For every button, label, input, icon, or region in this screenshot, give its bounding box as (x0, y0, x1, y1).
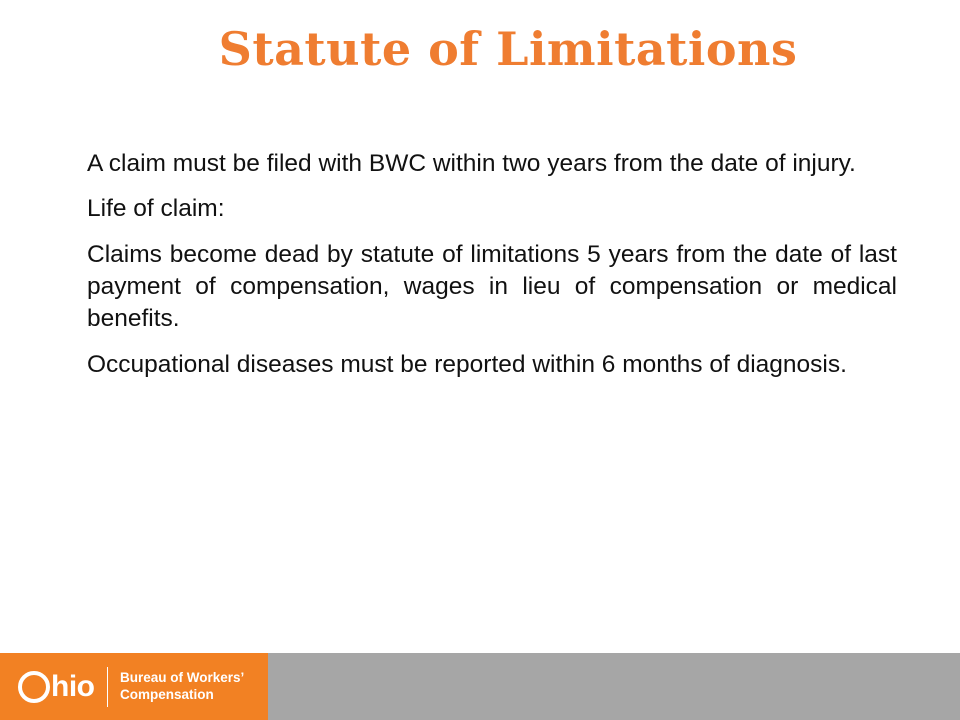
agency-name (120, 670, 244, 704)
ohio-o-icon (18, 671, 50, 703)
ohio-logo-text: hio (51, 669, 95, 703)
paragraph-occupational-diseases: Occupational diseases must be reported within 6 months of diagnosis. (87, 350, 847, 378)
footer-bar (0, 653, 960, 720)
slide-title: Statute of Limitations (218, 22, 798, 76)
footer-brand-panel (0, 653, 268, 720)
paragraph-filing-deadline: A claim must be filed with BWC within two years from the date of injury. (87, 150, 856, 177)
ohio-logo (18, 671, 95, 703)
agency-name-line2: Compensation (120, 686, 214, 702)
paragraph-claims-dead: Claims become dead by statute of limitations 5 years from the date of last payment of compensation, wages in lieu of compensation or medical benefits. (87, 240, 897, 333)
slide-body (87, 148, 897, 394)
agency-name-line1: Bureau of Workers’ (120, 669, 245, 685)
footer-divider (107, 667, 109, 707)
paragraph-life-of-claim: Life of claim: (87, 195, 225, 223)
